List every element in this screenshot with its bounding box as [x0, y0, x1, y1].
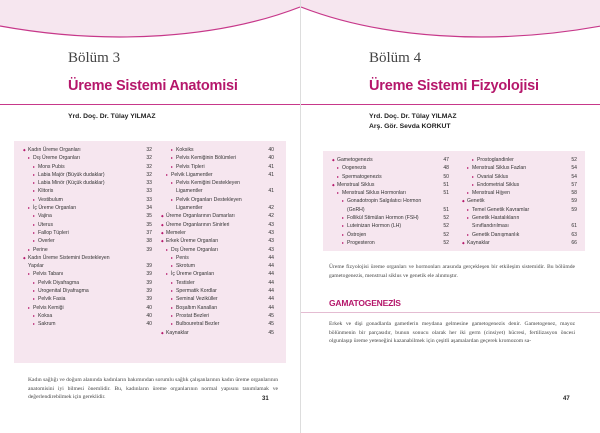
- chapter-title: Üreme Sistemi Anatomisi: [68, 78, 238, 94]
- toc-entry-page: 45: [268, 312, 274, 319]
- toc-entry: [28, 295, 152, 303]
- toc-entry-page: 61: [571, 223, 577, 230]
- toc-entry: [28, 196, 152, 204]
- toc-entry-label: ◆ Kaynaklar: [467, 239, 490, 247]
- toc-entry-page: 43: [268, 229, 274, 236]
- toc-entry: [166, 270, 274, 278]
- chapter-number: Bölüm 4: [369, 50, 422, 66]
- toc-entry: [28, 320, 152, 328]
- toc-entry-page: 51: [443, 190, 449, 197]
- toc-entry-label: ▸ Temel Genetik Kavramlar: [472, 206, 529, 214]
- toc-entry-page: 44: [268, 304, 274, 311]
- toc-entry-label: ▸ Koksiks: [176, 146, 194, 154]
- toc-entry-label: ◆ Genetik: [467, 197, 485, 205]
- toc-column-2: [467, 156, 577, 247]
- toc-entry-label: ▸ Genetik Hastalıkların: [472, 214, 519, 222]
- toc-entry-page: 32: [146, 155, 152, 162]
- toc-entry-label: ◆ Menstrual Siklus: [337, 181, 374, 189]
- toc-entry-label: ▸ İç Üreme Organları: [33, 204, 76, 212]
- toc-entry: [166, 171, 274, 179]
- toc-entry-page: 42: [268, 205, 274, 212]
- toc-entry-label: ▸ Seminal Veziküller: [176, 295, 218, 303]
- toc-entry-page: 39: [146, 246, 152, 253]
- toc-entry-label: ▸ Pelvik Organları Destekleyen: [176, 196, 242, 204]
- toc-entry: [28, 221, 152, 229]
- toc-entry-label: ◆ Kaynaklar: [166, 329, 189, 337]
- toc-entry-label: ▸ Östrojen: [347, 231, 366, 239]
- toc-entry: [166, 187, 274, 195]
- toc-entry-page: 52: [443, 231, 449, 238]
- toc-entry-page: 52: [443, 223, 449, 230]
- toc-entry-label: ◆ Erkek Üreme Organları: [166, 237, 218, 245]
- author-1: Yrd. Doç. Dr. Tülay YILMAZ: [68, 113, 156, 120]
- toc-entry-label: ▸ Perine: [33, 246, 48, 254]
- toc-entry-page: 50: [443, 173, 449, 180]
- toc-entry-label: ▸ Testisler: [176, 279, 195, 287]
- title-rule: [301, 104, 600, 105]
- toc-entry: [467, 173, 577, 181]
- toc-entry-label: ▸ Follikül Stimülan Hormon (FSH): [347, 214, 419, 222]
- toc-entry: [28, 204, 152, 212]
- toc-entry-label: Yapılar: [28, 263, 44, 270]
- toc-entry-label: ▸ Menstrual Siklus Hormonları: [342, 189, 406, 197]
- toc-entry-page: 52: [443, 239, 449, 246]
- toc-entry: [467, 197, 577, 205]
- toc-entry-label: ▸ Dış Üreme Organları: [33, 154, 80, 162]
- toc-entry-label: ◆ Kadın Üreme Organları: [28, 146, 81, 154]
- toc-entry-page: 41: [268, 188, 274, 195]
- toc-entry-page: 39: [146, 271, 152, 278]
- toc-entry-page: 59: [571, 206, 577, 213]
- author-2: Arş. Gör. Sevda KORKUT: [369, 123, 451, 130]
- toc-entry-page: 43: [268, 221, 274, 228]
- title-rule: [0, 104, 300, 105]
- toc-entry-page: 32: [146, 147, 152, 153]
- toc-entry: [467, 164, 577, 172]
- toc-entry: [28, 146, 152, 154]
- toc-entry-label: ▸ İç Üreme Organları: [171, 270, 214, 278]
- toc-entry: [166, 312, 274, 320]
- toc-entry-page: 51: [443, 181, 449, 188]
- toc-entry-page: 57: [571, 181, 577, 188]
- toc-entry: [28, 237, 152, 245]
- toc-entry-page: 43: [268, 246, 274, 253]
- toc-entry-page: 39: [146, 279, 152, 286]
- toc-entry-label: ▸ Oogenezis: [342, 164, 366, 172]
- toc-entry-label: ▸ Pelvik Ligamentler: [171, 171, 213, 179]
- toc-entry: [28, 163, 152, 171]
- toc-entry-label: Ligamentler: [176, 188, 203, 195]
- toc-entry-page: 44: [268, 296, 274, 303]
- toc-entry-label: ▸ Dış Üreme Organları: [171, 246, 218, 254]
- toc-entry-label: ▸ Menstrual Siklus Fazları: [472, 164, 526, 172]
- chapter-number: Bölüm 3: [68, 50, 121, 66]
- toc-entry-label: ▸ Koksa: [38, 312, 52, 320]
- toc-entry-page: 58: [571, 190, 577, 197]
- toc-entry-page: 32: [146, 163, 152, 170]
- toc-entry-label: ▸ Pelvik Fasia: [38, 295, 65, 303]
- toc-entry: [28, 246, 152, 254]
- toc-entry-label: ▸ Uterus: [38, 221, 53, 229]
- page-number: 31: [262, 396, 269, 402]
- toc-entry-label: ▸ Pelvis Kemiğinin Bölümleri: [176, 154, 236, 162]
- toc-entry: [166, 229, 274, 237]
- toc-entry: [467, 206, 577, 214]
- toc-entry-label: ▸ Overler: [38, 237, 55, 245]
- toc-entry-page: 52: [443, 215, 449, 222]
- toc-entry-page: 51: [443, 206, 449, 213]
- toc-entry-page: 40: [146, 312, 152, 319]
- toc-entry-label: ▸ Menstrual Hijyen: [472, 189, 510, 197]
- toc-entry: [166, 246, 274, 254]
- toc-entry: [337, 222, 449, 230]
- toc-entry-page: 33: [146, 196, 152, 203]
- toc-entry-page: 54: [571, 165, 577, 172]
- toc-entry-page: 44: [268, 279, 274, 286]
- toc-entry-label: ▸ Spermatogenezis: [342, 173, 382, 181]
- toc-entry: [166, 295, 274, 303]
- toc-entry-label: ◆ Memeler: [166, 229, 186, 237]
- toc-entry-page: 34: [146, 205, 152, 212]
- toc-entry-page: 40: [268, 147, 274, 153]
- toc-entry: [166, 221, 274, 229]
- toc-entry-label: ◆ Gametogenezis: [337, 156, 373, 164]
- toc-entry: [28, 287, 152, 295]
- toc-entry-page: 43: [268, 238, 274, 245]
- section-rule: [301, 312, 600, 313]
- toc-column-2: [166, 146, 274, 337]
- toc-entry-label: ◆ Üreme Organlarının Sinirleri: [166, 221, 229, 229]
- toc-entry-label: ▸ Prostat Bezleri: [176, 312, 209, 320]
- toc-entry-page: 40: [146, 321, 152, 328]
- toc-entry-label: ▸ Fallop Tüpleri: [38, 229, 69, 237]
- toc-entry: [467, 222, 577, 230]
- toc-entry: [337, 173, 449, 181]
- toc-entry-page: 52: [571, 157, 577, 163]
- toc-entry-label: ▸ Penis: [176, 254, 189, 262]
- toc-entry: [166, 204, 274, 212]
- toc-entry: [28, 254, 152, 262]
- toc-entry-label: ▸ Pelvik Diyafragma: [38, 279, 79, 287]
- toc-entry-page: 39: [146, 296, 152, 303]
- toc-entry-label: ▸ Boşaltım Kanalları: [176, 304, 217, 312]
- toc-entry-page: 33: [146, 188, 152, 195]
- toc-entry: [467, 189, 577, 197]
- toc-entry: [28, 212, 152, 220]
- toc-entry-label: ▸ Ovarial Siklus: [477, 173, 508, 181]
- toc-entry-page: 44: [268, 254, 274, 261]
- toc-entry-label: ▸ Klitoris: [38, 187, 53, 195]
- section-heading: GAMATOGENEZİS: [329, 298, 401, 308]
- toc-entry-label: ▸ Pelvis Tabanı: [33, 270, 63, 278]
- toc-entry-label: ▸ Sakrum: [38, 320, 56, 328]
- toc-entry: [166, 254, 274, 262]
- body-paragraph: Erkek ve dişi gonadlarda gametlerin meydana gelmesine gametogenezis denir. Gametogenez, mayoz bölünmenin bir parçasıdır, bunun sonucu olarak her iki germ (cinsiyet) hücresi, fertilizasyon öncesi olgunlaşıp üreme yeteneğini kazanabilmek için çeşitli aşamalardan geçerek kromozom sa-: [329, 321, 575, 345]
- toc-entry: [166, 196, 274, 204]
- toc-entry-page: 41: [268, 163, 274, 170]
- toc-entry-label: ◆ Kadın Üreme Sistemini Destekleyen: [28, 254, 110, 262]
- toc-entry-page: 47: [443, 157, 449, 163]
- toc-entry-page: 40: [268, 155, 274, 162]
- toc-entry-page: 54: [571, 173, 577, 180]
- toc-entry: [166, 237, 274, 245]
- toc-entry-page: 38: [146, 238, 152, 245]
- toc-entry-label: ▸ Pelvis Tipleri: [176, 163, 205, 171]
- toc-entry: [166, 320, 274, 328]
- toc-entry-page: 45: [268, 329, 274, 336]
- toc-entry: [28, 270, 152, 278]
- toc-entry: [28, 304, 152, 312]
- toc-entry: [467, 156, 577, 164]
- toc-entry: [467, 239, 577, 247]
- toc-entry-page: 32: [146, 171, 152, 178]
- toc-entry: [166, 163, 274, 171]
- toc-entry: [166, 329, 274, 337]
- toc-entry: [337, 231, 449, 239]
- decorative-curve: [0, 0, 300, 60]
- body-paragraph: Kadın sağlığı ve doğum alanında kadınların bakımından sorumlu sağlık çalışanlarının kadın üreme organlarının anatomisini iyi bilmesi önemlidir. Bu, kadınların üreme organlarının normal yapısını tanımlamak ve değerlendirebilmek için gereklidir.: [28, 377, 278, 401]
- toc-entry-label: Sınıflandırılması: [472, 223, 509, 230]
- toc-entry-label: ▸ Luteinizan Hormon (LH): [347, 222, 401, 230]
- right-page: [300, 0, 600, 433]
- toc-entry: [337, 181, 449, 189]
- toc-entry-page: 35: [146, 221, 152, 228]
- toc-entry-label: ▸ Mons Pubis: [38, 163, 65, 171]
- toc-entry-page: 33: [146, 180, 152, 187]
- toc-entry-page: 39: [146, 288, 152, 295]
- toc-entry: [337, 206, 449, 214]
- decorative-curve: [301, 0, 600, 60]
- toc-entry-label: ◆ Üreme Organlarının Damarları: [166, 212, 235, 220]
- toc-entry-page: 44: [268, 288, 274, 295]
- toc-entry: [337, 189, 449, 197]
- toc-entry: [467, 231, 577, 239]
- toc-entry-page: 40: [146, 304, 152, 311]
- toc-entry-page: 39: [146, 263, 152, 270]
- toc-entry-label: ▸ Labia Majör (Büyük dudaklar): [38, 171, 105, 179]
- intro-paragraph: Üreme fizyolojisi üreme organları ve hormonları arasında gerçekleşen bir etkileşim sistemidir. Bu bölümde gametogenezis, menstrual siklus ve genetik ele alınmıştır.: [329, 264, 575, 279]
- toc-entry-page: 45: [268, 321, 274, 328]
- toc-entry-label: ▸ Urogenital Diyafragma: [38, 287, 89, 295]
- toc-entry: [166, 179, 274, 187]
- toc-entry-page: 59: [571, 198, 577, 205]
- toc-entry-label: ▸ Skrotum: [176, 262, 195, 270]
- toc-entry: [166, 279, 274, 287]
- toc-entry: [28, 262, 152, 270]
- toc-entry: [166, 212, 274, 220]
- toc-entry-label: ▸ Vestibulum: [38, 196, 63, 204]
- author-1: Yrd. Doç. Dr. Tülay YILMAZ: [369, 113, 457, 120]
- toc-entry-label: ▸ Pelvis Kemiğini Destekleyen: [176, 179, 240, 187]
- toc-entry-label: Ligamentler: [176, 205, 203, 212]
- toc-entry-page: 63: [571, 231, 577, 238]
- toc-entry-page: 41: [268, 171, 274, 178]
- toc-entry: [28, 154, 152, 162]
- toc-entry: [166, 287, 274, 295]
- toc-entry: [28, 229, 152, 237]
- toc-entry-page: 37: [146, 229, 152, 236]
- toc-entry: [337, 156, 449, 164]
- toc-entry-page: 66: [571, 239, 577, 246]
- toc-entry-label: ▸ Labia Minör (Küçük dudaklar): [38, 179, 105, 187]
- toc-column-1: [28, 146, 152, 329]
- toc-entry: [337, 164, 449, 172]
- toc-entry-label: (GnRH): [347, 206, 365, 213]
- table-of-contents: [14, 141, 286, 363]
- toc-entry: [28, 187, 152, 195]
- toc-entry: [28, 179, 152, 187]
- toc-entry: [467, 181, 577, 189]
- toc-entry-page: 42: [268, 213, 274, 220]
- toc-entry-label: ▸ Bulbouretral Bezler: [176, 320, 219, 328]
- toc-entry-label: ▸ Progesteron: [347, 239, 375, 247]
- toc-entry-page: 48: [443, 165, 449, 172]
- toc-column-1: [337, 156, 449, 247]
- table-of-contents: [323, 151, 585, 251]
- toc-entry-page: 44: [268, 271, 274, 278]
- chapter-title: Üreme Sistemi Fizyolojisi: [369, 78, 539, 94]
- toc-entry-label: ▸ Pelvis Kemiği: [33, 304, 64, 312]
- toc-entry: [28, 312, 152, 320]
- toc-entry-label: ▸ Gonadotropin Salgılatıcı Hormon: [347, 197, 421, 205]
- toc-entry-page: 35: [146, 213, 152, 220]
- toc-entry-label: ▸ Endometrial Siklus: [477, 181, 519, 189]
- toc-entry: [166, 262, 274, 270]
- toc-entry: [337, 197, 449, 205]
- toc-entry: [28, 171, 152, 179]
- toc-entry: [166, 146, 274, 154]
- toc-entry: [166, 154, 274, 162]
- toc-entry-label: ▸ Vajina: [38, 212, 52, 220]
- toc-entry-label: ▸ Spermatik Kordlar: [176, 287, 217, 295]
- toc-entry: [28, 279, 152, 287]
- toc-entry-page: 44: [268, 263, 274, 270]
- toc-entry-label: ▸ Genetik Danışmanlık: [472, 231, 519, 239]
- page-number: 47: [563, 396, 570, 402]
- toc-entry-label: ▸ Prostoglandinler: [477, 156, 514, 164]
- toc-entry: [166, 304, 274, 312]
- toc-entry: [467, 214, 577, 222]
- toc-entry: [337, 239, 449, 247]
- toc-entry: [337, 214, 449, 222]
